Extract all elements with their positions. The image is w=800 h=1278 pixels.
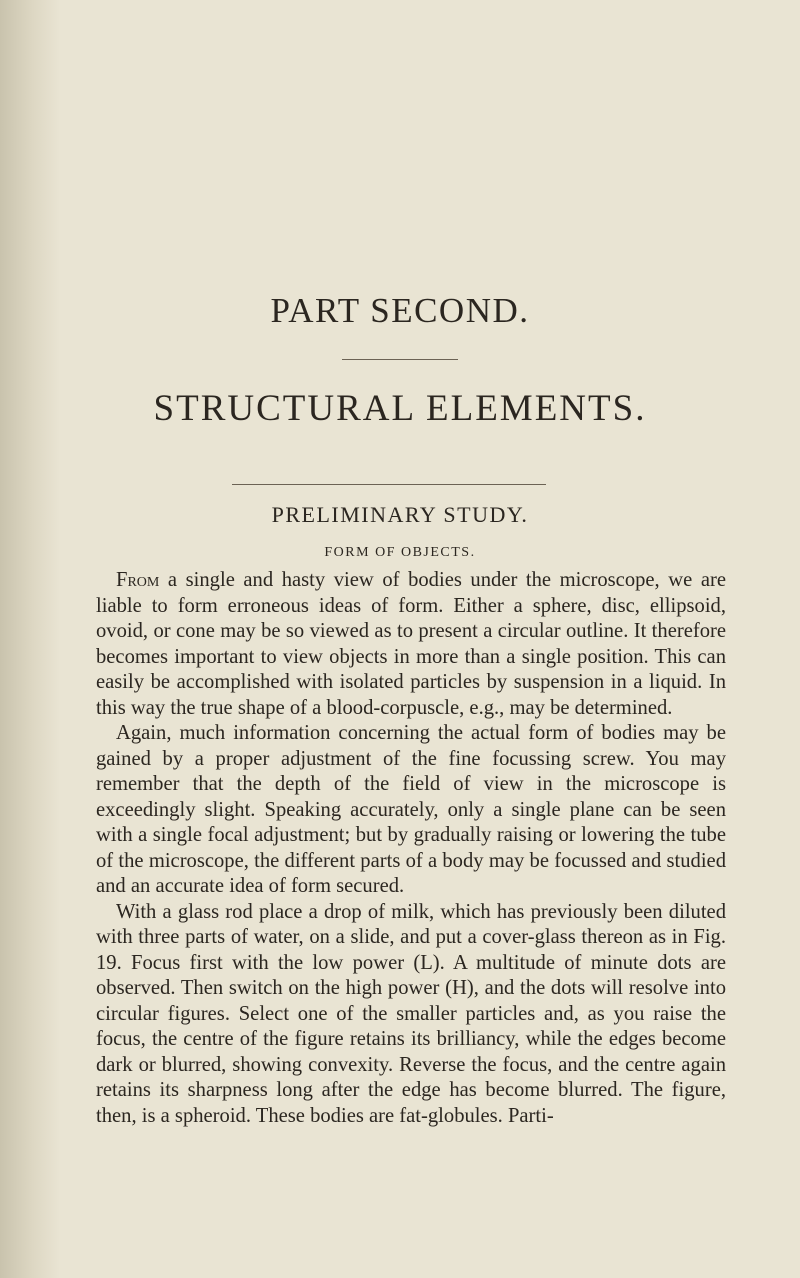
body-text [96, 568, 726, 1129]
paragraph-text: With a glass rod place a drop of milk, which has previously been diluted with three parts of water, on a slide, and put a cover-glass thereon as in Fig. 19. Focus first with the low power (L). A multitude of minute dots are observed. Then switch on the high power (H), and the dots will resolve into circular figures. Select one of the smaller particles and, as you raise the focus, the centre of the figure retains its brilliancy, while the edges become dark or blurred, showing convexity. Reverse the focus, and the centre again retains its sharpness long after the edge has become blurred. The figure, then, is a spheroid. These bodies are fat-globules. Parti- [96, 900, 726, 1127]
paragraph-text: Again, much information concerning the actual form of bodies may be gained by a proper adjustment of the fine focussing screw. You may remember that the depth of the field of view in the microscope is exceedingly slight. Speaking accurately, only a single plane can be seen with a single focal adjustment; but by gradually raising or lowering the tube of the microscope, the different parts of a body may be focussed and studied and an accurate idea of form secured. [96, 722, 726, 897]
section-title: STRUCTURAL ELEMENTS. [153, 388, 647, 429]
paragraph [96, 900, 726, 1130]
paragraph-text: a single and hasty view of bodies under the microscope, we are liable to form erroneous ideas of form. Either a sphere, disc, ellipsoid, ovoid, or cone may be so viewed as to present a circular outline. It therefore becomes important to view objects in more than a single position. This can easily be accomplished with isolated particles by suspension in a liquid. In this way the true shape of a blood-corpuscle, e.g., may be determined. [96, 569, 726, 719]
study-title: PRELIMINARY STUDY. [271, 502, 529, 527]
paragraph [96, 721, 726, 900]
paragraph [96, 568, 726, 721]
part-title: PART SECOND. [270, 291, 530, 330]
divider-rule [232, 484, 546, 485]
paragraph-lead-word: From [116, 569, 160, 591]
divider-rule [342, 359, 458, 360]
subsection-title: FORM OF OBJECTS. [324, 545, 476, 560]
